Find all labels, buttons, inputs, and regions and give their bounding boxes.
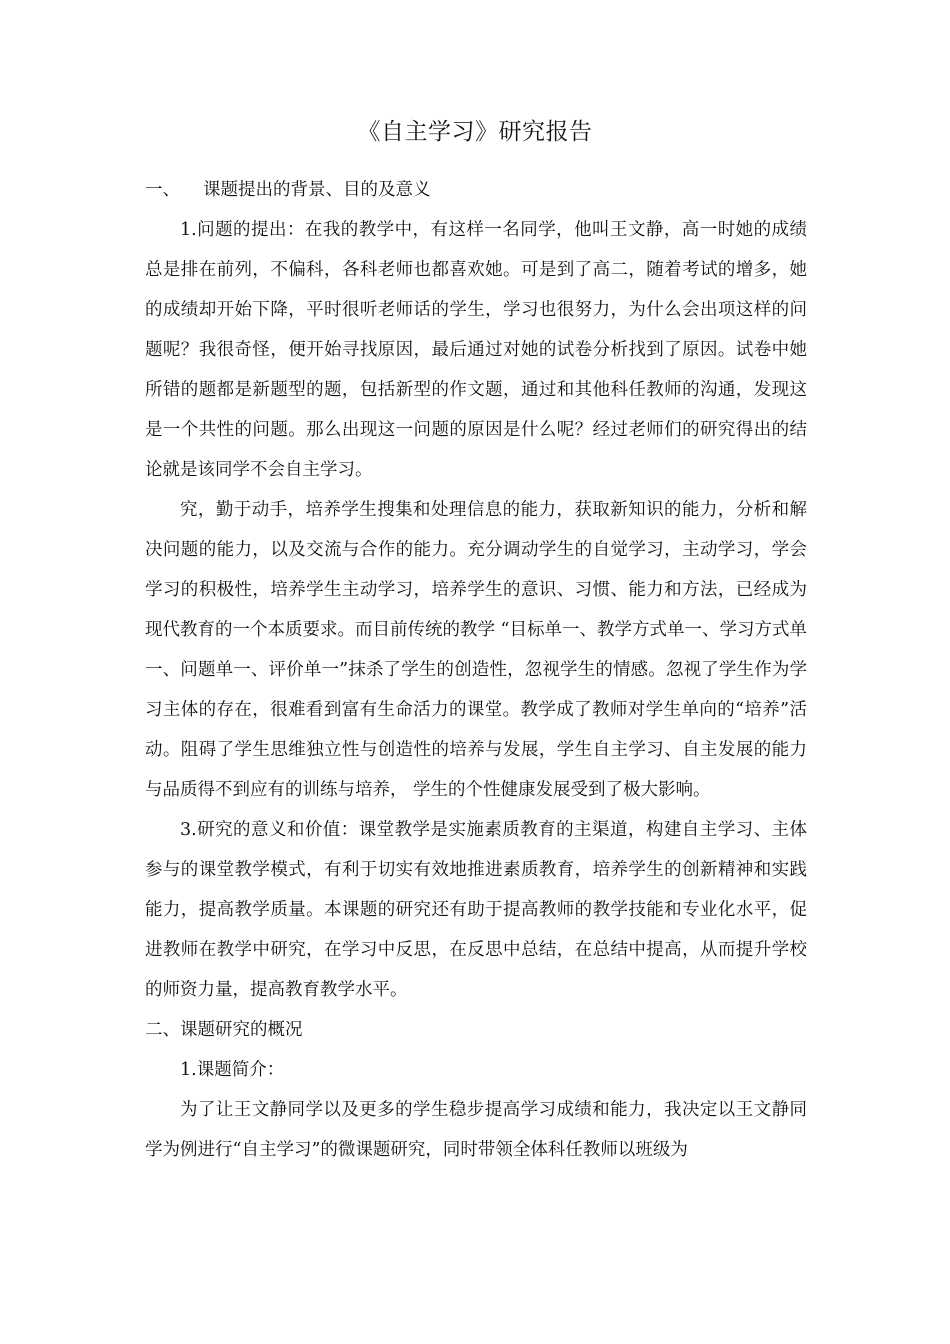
paragraph-introduction: 为了让王文静同学以及更多的学生稳步提高学习成绩和能力，我决定以王文静同学为例进行“自主学习”的微课题研究，同时带领全体科任教师以班级为	[145, 1100, 807, 1160]
section-heading-text: 课题提出的背景、目的及意义	[203, 180, 431, 200]
document-body	[145, 170, 807, 1170]
document-title: 《自主学习》研究报告	[357, 119, 593, 145]
section-heading-1	[145, 170, 807, 210]
section-heading-2: 二、课题研究的概况	[145, 1020, 303, 1040]
section-number: 一、	[145, 180, 180, 200]
paragraph-problem-statement: 1.问题的提出：在我的教学中，有这样一名同学，他叫王文静，高一时她的成绩总是排在前列，不偏科，各科老师也都喜欢她。可是到了高二，随着考试的增多，她的成绩却开始下降，平时很听老师话的学生，学习也很努力，为什么会出项这样的问题呢？我很奇怪，便开始寻找原因，最后通过对她的试卷分析找到了原因。试卷中她所错的题都是新题型的题，包括新型的作文题，通过和其他科任教师的沟通，发现这是一个共性的问题。那么出现这一问题的原因是什么呢？经过老师们的研究得出的结论就是该同学不会自主学习。	[145, 220, 807, 480]
subheading-introduction: 1.课题简介：	[180, 1060, 285, 1080]
paragraph-background: 究，勤于动手，培养学生搜集和处理信息的能力，获取新知识的能力，分析和解决问题的能力，以及交流与合作的能力。充分调动学生的自觉学习，主动学习，学会学习的积极性，培养学生主动学习，培养学生的意识、习惯、能力和方法，已经成为现代教育的一个本质要求。而目前传统的教学 “目标单一、教学方式单一、学习方式单一、问题单一、评价单一”抹杀了学生的创造性，忽视学生的情感。忽视了学生作为学习主体的存在，很难看到富有生命活力的课堂。教学成了教师对学生单向的“培养”活动。阻碍了学生思维独立性与创造性的培养与发展，学生自主学习、自主发展的能力与品质得不到应有的训练与培养， 学生的个性健康发展受到了极大影响。	[145, 500, 808, 800]
paragraph-significance: 3.研究的意义和价值：课堂教学是实施素质教育的主渠道，构建自主学习、主体参与的课堂教学模式，有利于切实有效地推进素质教育，培养学生的创新精神和实践能力，提高教学质量。本课题的研究还有助于提高教师的教学技能和专业化水平，促进教师在教学中研究，在学习中反思，在反思中总结，在总结中提高，从而提升学校的师资力量，提高教育教学水平。	[145, 820, 807, 1000]
